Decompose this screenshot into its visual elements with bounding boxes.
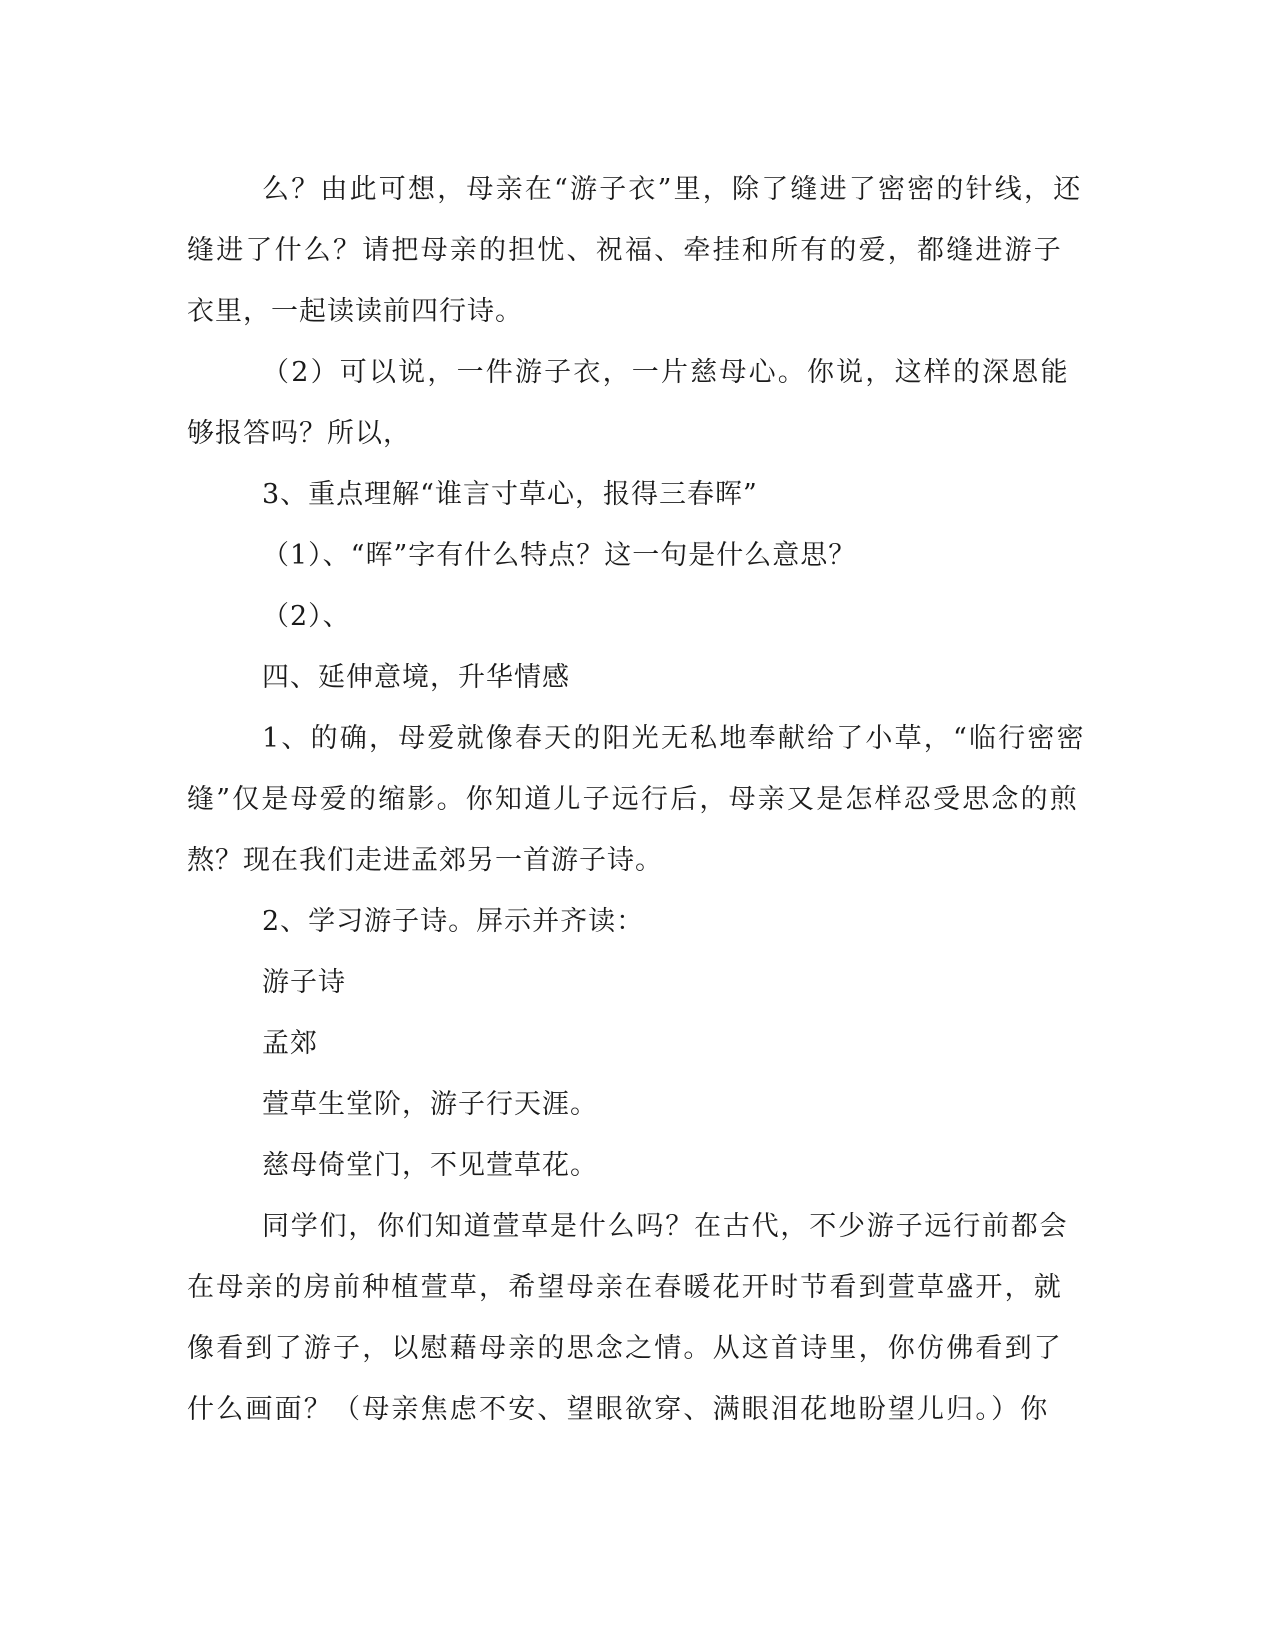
poem-line: 慈母倚堂门，不见萱草花。	[262, 1150, 598, 1181]
text-line: （2）可以说，一件游子衣，一片慈母心。你说，这样的深恩能	[262, 357, 1070, 388]
poem-title: 游子诗	[262, 967, 346, 998]
text-line: 2、学习游子诗。屏示并齐读：	[262, 906, 645, 937]
text-line: 1、的确，母爱就像春天的阳光无私地奉献给了小草，“临行密密	[262, 723, 1086, 754]
text-line: 像看到了游子，以慰藉母亲的思念之情。从这首诗里，你仿佛看到了	[187, 1333, 1063, 1364]
text-line: 缝”仅是母爱的缩影。你知道儿子远行后，母亲又是怎样忍受思念的煎	[187, 784, 1080, 815]
text-line: 在母亲的房前种植萱草，希望母亲在春暖花开时节看到萱草盛开，就	[187, 1272, 1063, 1303]
text-line: 熬？现在我们走进孟郊另一首游子诗。	[187, 845, 663, 876]
text-line: 同学们，你们知道萱草是什么吗？在古代，不少游子远行前都会	[262, 1211, 1069, 1242]
text-line: 够报答吗？所以，	[187, 418, 411, 449]
text-line: 么？由此可想，母亲在“游子衣”里，除了缝进了密密的针线，还	[262, 174, 1083, 205]
text-line: （1）、“晖”字有什么特点？这一句是什么意思？	[262, 540, 857, 571]
poem-line: 萱草生堂阶，游子行天涯。	[262, 1089, 598, 1120]
text-line: （2）、	[262, 601, 351, 632]
text-line: 什么画面？（母亲焦虑不安、望眼欲穿、满眼泪花地盼望儿归。）你	[187, 1394, 1050, 1425]
section-heading: 3、重点理解“谁言寸草心，报得三春晖”	[262, 479, 758, 510]
text-line: 衣里，一起读读前四行诗。	[187, 296, 523, 327]
text-line: 缝进了什么？请把母亲的担忧、祝福、牵挂和所有的爱，都缝进游子	[187, 235, 1063, 266]
poem-author: 孟郊	[262, 1028, 318, 1059]
section-heading: 四、延伸意境，升华情感	[262, 662, 570, 693]
